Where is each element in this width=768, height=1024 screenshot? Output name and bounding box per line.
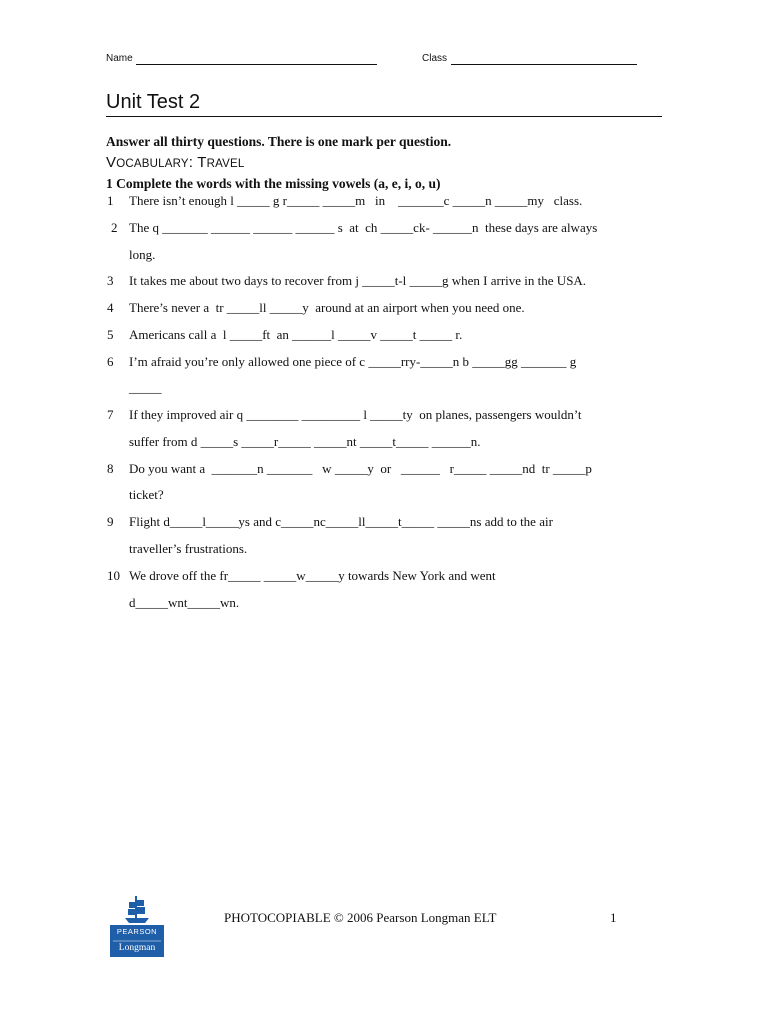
question-text: Do you want a _______n _______ w _____y or ______ r_____ _____nd tr _____p — [129, 461, 592, 476]
page-title: Unit Test 2 — [106, 91, 201, 113]
title-divider — [106, 116, 662, 117]
question-text-cont: _____ — [129, 380, 162, 395]
page-number: 1 — [610, 910, 617, 925]
name-field-line — [136, 64, 377, 65]
question-number: 6 — [107, 354, 114, 369]
question-text: The q _______ ______ ______ ______ s at ch _____ck- ______n these days are always — [129, 220, 598, 235]
logo-text-bottom: Longman — [118, 943, 156, 953]
instructions: Answer all thirty questions. There is one mark per question. — [106, 134, 452, 149]
question-text: I’m afraid you’re only allowed one piece of c _____rry-_____n b _____gg _______ g — [129, 354, 577, 369]
question-number: 10 — [107, 568, 120, 583]
question-number: 2 — [111, 220, 118, 235]
question-text: There isn’t enough l _____ g r_____ _____m in _______c _____n _____my class. — [129, 193, 583, 208]
question-text: It takes me about two days to recover from j _____t-l _____g when I arrive in the USA. — [129, 273, 587, 288]
question-text: We drove off the fr_____ _____w_____y towards New York and went — [129, 568, 496, 583]
section-rest-2: RAVEL — [206, 158, 245, 170]
footer-copyright: PHOTOCOPIABLE © 2006 Pearson Longman ELT — [224, 910, 497, 925]
class-field-line — [451, 64, 637, 65]
question-number: 4 — [107, 300, 114, 315]
question-text-cont: suffer from d _____s _____r_____ _____nt _____t_____ ______n. — [129, 434, 481, 449]
question-text: Americans call a l _____ft an ______l _____v _____t _____ r. — [129, 327, 463, 342]
pearson-longman-logo — [109, 894, 165, 958]
question-number: 8 — [107, 461, 114, 476]
question-text-cont: d_____wnt_____wn. — [129, 595, 240, 610]
question-number: 5 — [107, 327, 114, 342]
section-initial-2: T — [197, 154, 207, 171]
task-heading: 1 Complete the words with the missing vowels (a, e, i, o, u) — [106, 176, 441, 191]
name-label: Name — [106, 53, 133, 64]
question-number: 9 — [107, 514, 114, 529]
question-text: Flight d_____l_____ys and c_____nc_____ll_____t_____ _____ns add to the air — [129, 514, 553, 529]
question-text: If they improved air q ________ _________ l _____ty on planes, passengers wouldn’t — [129, 407, 582, 422]
question-number: 1 — [107, 193, 114, 208]
question-number: 7 — [107, 407, 114, 422]
question-text-cont: long. — [129, 247, 156, 262]
logo-text-top: PEARSON — [116, 927, 158, 936]
question-text-cont: traveller’s frustrations. — [129, 541, 248, 556]
question-text: There’s never a tr _____ll _____y around at an airport when you need one. — [129, 300, 525, 315]
section-heading — [106, 154, 244, 171]
class-label: Class — [422, 53, 448, 64]
section-rest-1: OCABULARY — [116, 158, 189, 170]
question-number: 3 — [107, 273, 114, 288]
question-text-cont: ticket? — [129, 487, 164, 502]
section-initial-1: V — [106, 154, 117, 171]
section-separator: : — [188, 154, 198, 171]
